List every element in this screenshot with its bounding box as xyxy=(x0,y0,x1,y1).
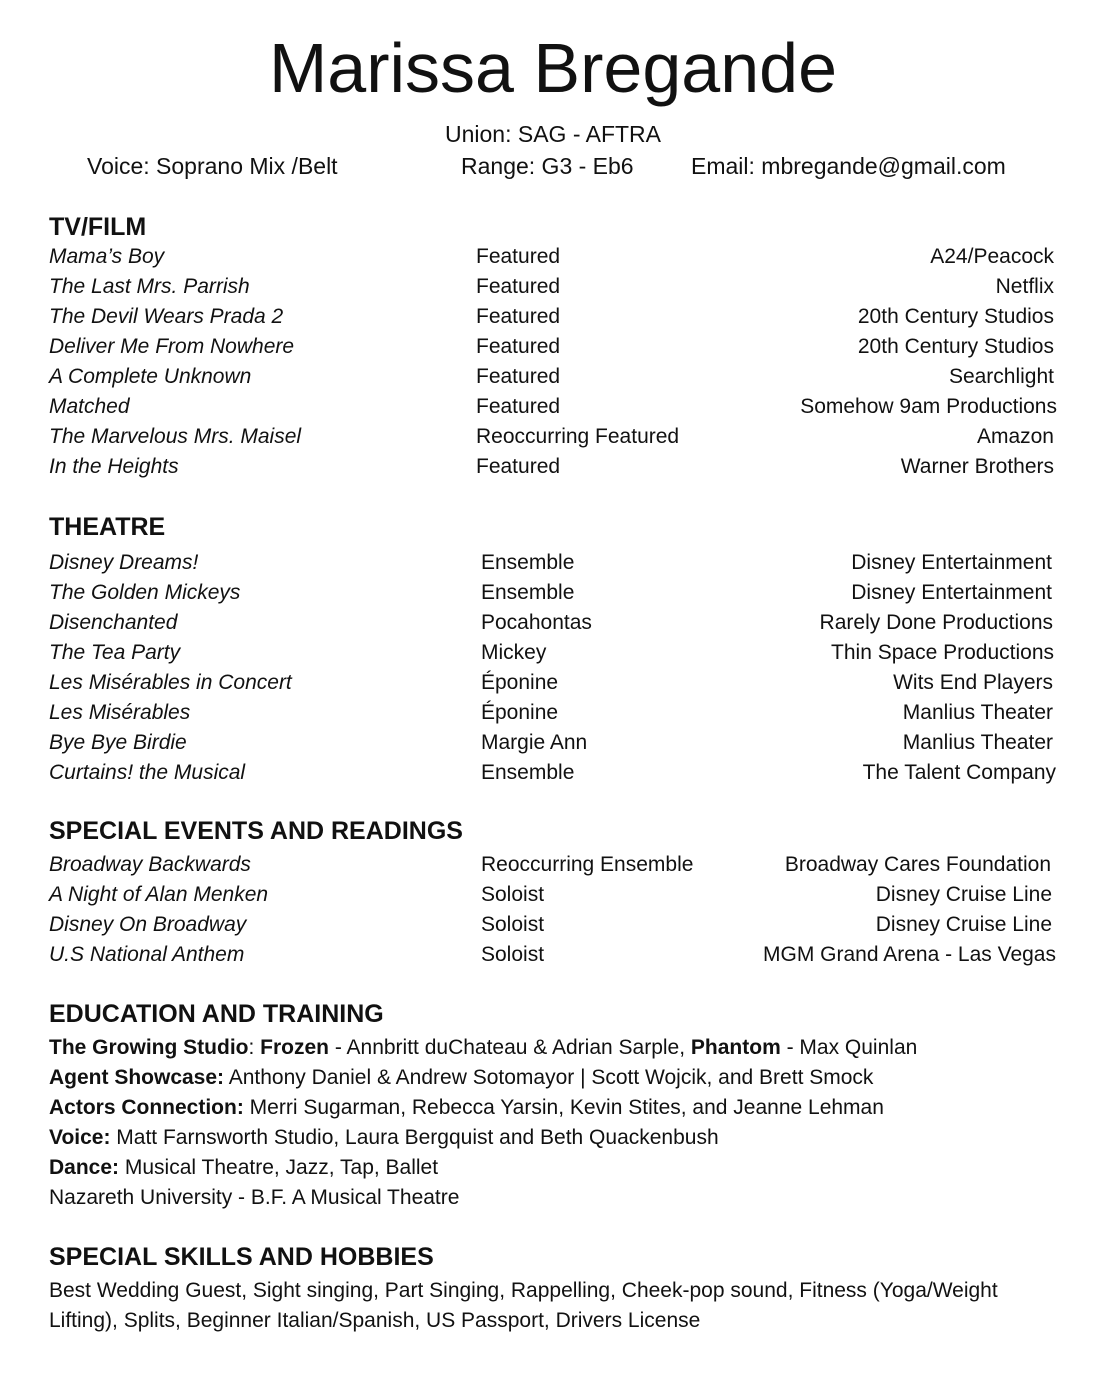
credit-company: The Talent Company xyxy=(862,761,1056,784)
credit-role: Featured xyxy=(476,275,561,298)
credit-company: A24/Peacock xyxy=(930,245,1054,268)
section-heading-education: EDUCATION AND TRAINING xyxy=(49,1000,384,1028)
credit-title: Broadway Backwards xyxy=(49,853,251,876)
training-text: - Annbritt duChateau & Adrian Sarple, xyxy=(329,1036,691,1059)
training-actors-connection xyxy=(49,1093,1059,1123)
credit-row xyxy=(49,910,1057,940)
credit-company: Amazon xyxy=(976,425,1054,448)
credit-company: Disney Cruise Line xyxy=(875,883,1052,906)
section-heading-events: SPECIAL EVENTS AND READINGS xyxy=(49,817,463,845)
credit-title: Matched xyxy=(49,395,130,418)
credit-title: Bye Bye Birdie xyxy=(49,731,187,754)
credit-role: Reoccurring Ensemble xyxy=(481,853,694,876)
credit-role: Featured xyxy=(476,335,561,358)
credit-row xyxy=(49,668,1057,698)
credit-row xyxy=(49,698,1057,728)
section-heading-theatre: THEATRE xyxy=(49,513,166,541)
training-label: Phantom xyxy=(690,1036,781,1059)
credit-company: Somehow 9am Productions xyxy=(800,395,1057,418)
credit-title: Disney On Broadway xyxy=(49,913,247,936)
credit-title: The Tea Party xyxy=(49,641,181,664)
credit-role: Featured xyxy=(476,245,561,268)
credit-row xyxy=(49,452,1057,482)
credit-role: Featured xyxy=(476,395,561,418)
vocal-range: Range: G3 - Eb6 xyxy=(461,153,634,179)
email-contact[interactable]: Email: mbregande@gmail.com xyxy=(691,153,1006,179)
training-separator: : xyxy=(248,1036,261,1059)
credit-title: The Devil Wears Prada 2 xyxy=(49,305,284,328)
credit-row xyxy=(49,302,1057,332)
training-label: Agent Showcase: xyxy=(49,1066,225,1089)
credit-role: Margie Ann xyxy=(481,731,588,754)
credit-title: U.S National Anthem xyxy=(49,943,245,966)
training-text: Musical Theatre, Jazz, Tap, Ballet xyxy=(119,1156,439,1179)
credit-row xyxy=(49,362,1057,392)
credit-company: 20th Century Studios xyxy=(857,305,1054,328)
credit-title: Mama’s Boy xyxy=(49,245,165,268)
credit-role: Pocahontas xyxy=(481,611,592,634)
credit-row xyxy=(49,242,1057,272)
credit-title: Les Misérables in Concert xyxy=(49,671,292,694)
credit-title: The Last Mrs. Parrish xyxy=(49,275,250,298)
credit-company: MGM Grand Arena - Las Vegas xyxy=(763,943,1056,966)
resume-name: Marissa Bregande xyxy=(268,29,838,107)
credit-company: Disney Entertainment xyxy=(851,551,1052,574)
skills-text: Best Wedding Guest, Sight singing, Part Singing, Rappelling, Cheek-pop sound, Fitness (Yoga/Weight Lifting), Splits, Beginner Italian/Spanish, US Passport, Drivers License xyxy=(49,1279,998,1332)
training-text: Anthony Daniel & Andrew Sotomayor | Scott Wojcik, and Brett Smock xyxy=(224,1066,874,1089)
credit-company: Wits End Players xyxy=(893,671,1053,694)
credit-role: Soloist xyxy=(481,913,545,936)
credit-row xyxy=(49,758,1057,788)
credit-row xyxy=(49,422,1057,452)
training-text: Merri Sugarman, Rebecca Yarsin, Kevin Stites, and Jeanne Lehman xyxy=(243,1096,884,1119)
credit-role: Mickey xyxy=(481,641,547,664)
credit-row xyxy=(49,940,1057,970)
credit-title: A Complete Unknown xyxy=(49,365,252,388)
training-label: Voice: xyxy=(49,1126,111,1149)
training-label: The Growing Studio xyxy=(49,1036,249,1059)
training-agent-showcase xyxy=(49,1063,1059,1093)
credit-company: Manlius Theater xyxy=(902,731,1053,754)
credit-row xyxy=(49,638,1057,668)
credit-company: Disney Cruise Line xyxy=(875,913,1052,936)
credit-row xyxy=(49,332,1057,362)
credit-role: Featured xyxy=(476,455,561,478)
training-text: Matt Farnsworth Studio, Laura Bergquist and Beth Quackenbush xyxy=(110,1126,719,1149)
credit-row xyxy=(49,272,1057,302)
credit-title: The Golden Mickeys xyxy=(49,581,241,604)
union-line: Union: SAG - AFTRA xyxy=(444,121,661,147)
credit-row xyxy=(49,548,1057,578)
credit-title: Curtains! the Musical xyxy=(49,761,246,784)
training-label: Frozen xyxy=(260,1036,329,1059)
credit-title: The Marvelous Mrs. Maisel xyxy=(49,425,302,448)
credit-title: A Night of Alan Menken xyxy=(49,883,269,906)
credit-role: Featured xyxy=(476,305,561,328)
section-heading-skills: SPECIAL SKILLS AND HOBBIES xyxy=(49,1243,434,1271)
voice-type: Voice: Soprano Mix /Belt xyxy=(87,153,338,179)
credit-role: Ensemble xyxy=(481,761,575,784)
training-growing-studio xyxy=(49,1033,1059,1063)
credit-row xyxy=(49,608,1057,638)
credit-company: Thin Space Productions xyxy=(831,641,1054,664)
credit-title: Disney Dreams! xyxy=(49,551,199,574)
credit-role: Éponine xyxy=(481,671,559,694)
credit-row xyxy=(49,850,1057,880)
training-text: - Max Quinlan xyxy=(780,1036,918,1059)
credit-row xyxy=(49,392,1057,422)
credit-role: Soloist xyxy=(481,883,545,906)
credit-company: Broadway Cares Foundation xyxy=(784,853,1051,876)
credit-company: Rarely Done Productions xyxy=(819,611,1053,634)
credit-title: In the Heights xyxy=(49,455,179,478)
credit-title: Les Misérables xyxy=(49,701,191,724)
credit-role: Ensemble xyxy=(481,581,575,604)
training-label: Dance: xyxy=(49,1156,120,1179)
credit-role: Ensemble xyxy=(481,551,575,574)
credit-role: Reoccurring Featured xyxy=(476,425,680,448)
credit-role: Éponine xyxy=(481,701,559,724)
education-degree: Nazareth University - B.F. A Musical Theatre xyxy=(49,1186,460,1209)
credit-company: Warner Brothers xyxy=(900,455,1054,478)
credit-row xyxy=(49,728,1057,758)
credit-company: Searchlight xyxy=(948,365,1054,388)
credit-title: Deliver Me From Nowhere xyxy=(49,335,295,358)
credit-row xyxy=(49,880,1057,910)
credit-company: Manlius Theater xyxy=(902,701,1053,724)
credit-title: Disenchanted xyxy=(49,611,178,634)
credit-role: Soloist xyxy=(481,943,545,966)
credit-company: Disney Entertainment xyxy=(851,581,1052,604)
credit-row xyxy=(49,578,1057,608)
training-dance xyxy=(49,1153,1059,1183)
training-label: Actors Connection: xyxy=(49,1096,244,1119)
section-heading-tvfilm: TV/FILM xyxy=(49,213,147,241)
credit-company: Netflix xyxy=(995,275,1054,298)
credit-company: 20th Century Studios xyxy=(857,335,1054,358)
credit-role: Featured xyxy=(476,365,561,388)
training-voice xyxy=(49,1123,1059,1153)
